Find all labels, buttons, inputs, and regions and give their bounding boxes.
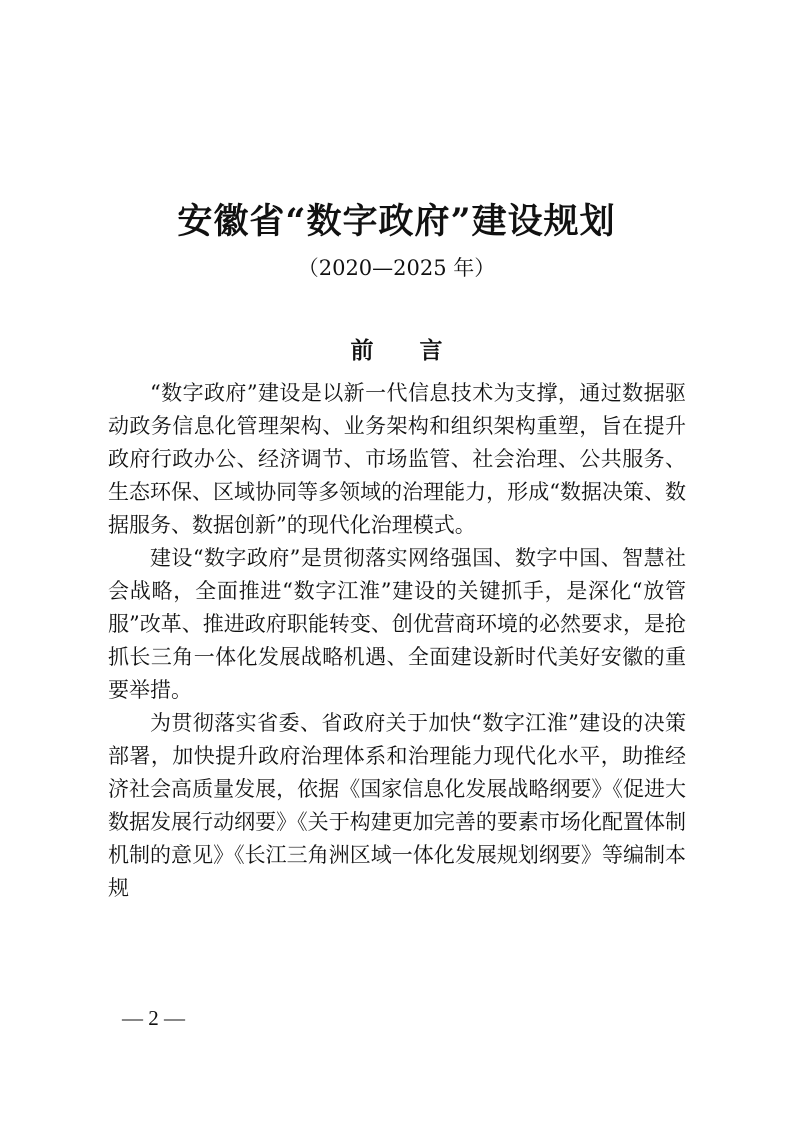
section-heading-preface xyxy=(0,333,793,369)
paragraph-3: 为贯彻落实省委、省政府关于加快“数字江淮”建设的决策部署，加快提升政府治理体系和治理能力现代化水平，助推经济社会高质量发展，依据《国家信息化发展战略纲要》《促进大数据发展行动纲要》《关于构建更加完善的要素市场化配置体制机制的意见》《长江三角洲区域一体化发展规划纲要》等编制本规 xyxy=(108,711,686,900)
page-number: — 2 — xyxy=(122,1006,185,1030)
document-title: 安徽省“数字政府”建设规划 xyxy=(177,201,616,242)
paragraph-1: “数字政府”建设是以新一代信息技术为支撑，通过数据驱动政务信息化管理架构、业务架构和组织架构重塑，旨在提升政府行政办公、经济调节、市场监管、社会治理、公共服务、生态环保、区域协同等多领域的治理能力，形成“数据决策、数据服务、数据创新”的现代化治理模式。 xyxy=(108,381,686,537)
section-heading-part2: 言 xyxy=(419,337,443,364)
document-subtitle: （2020—2025 年） xyxy=(297,256,496,280)
paragraph-2: 建设“数字政府”是贯彻落实网络强国、数字中国、智慧社会战略，全面推进“数字江淮”建设的关键抓手，是深化“放管服”改革、推进政府职能转变、创优营商环境的必然要求，是抢抓长三角一体化发展战略机遇、全面建设新时代美好安徽的重要举措。 xyxy=(108,546,686,702)
section-heading-part1: 前 xyxy=(350,337,374,364)
body-text xyxy=(108,377,686,905)
